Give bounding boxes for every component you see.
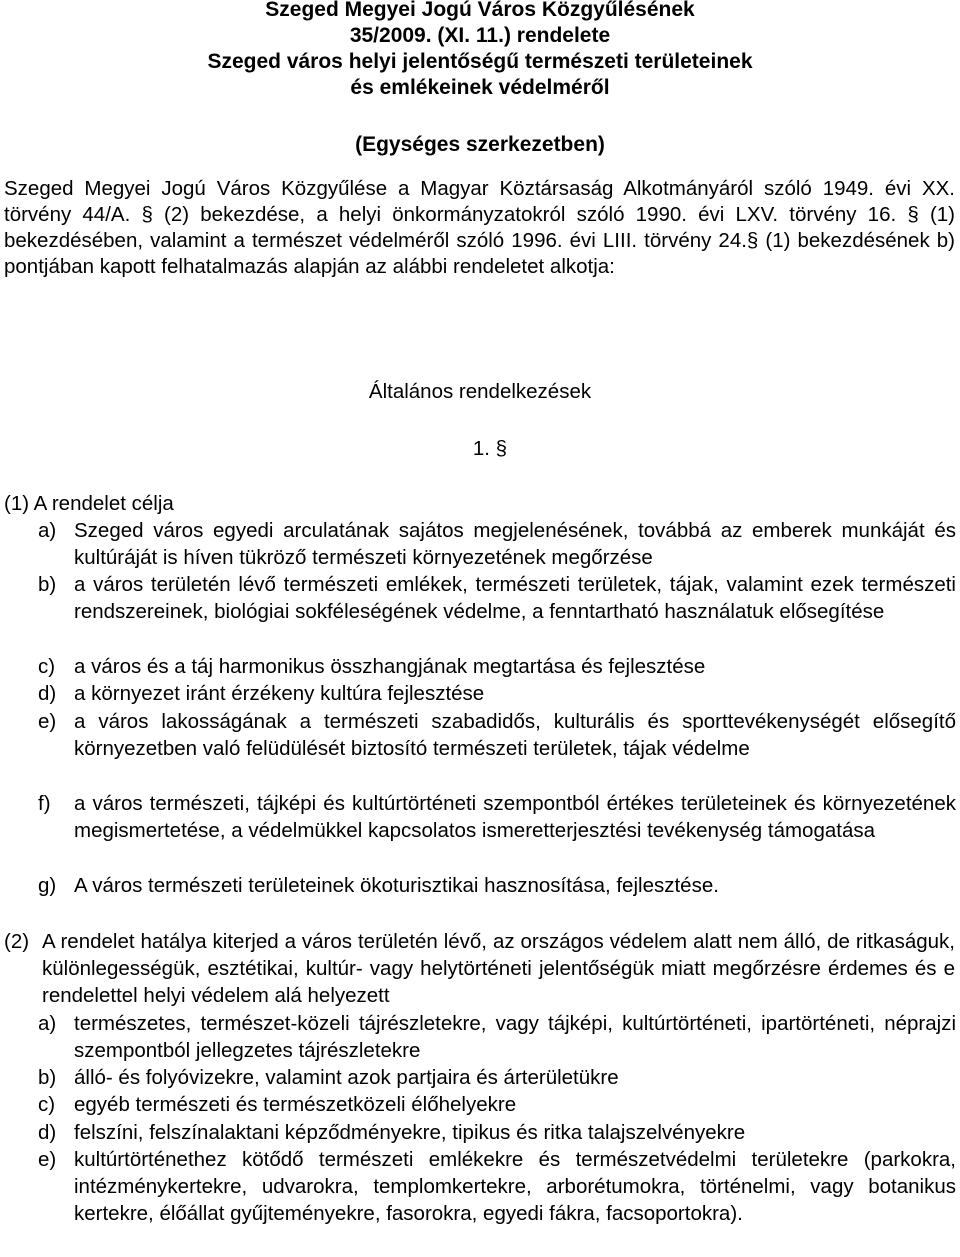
list-item-letter: g)	[38, 874, 57, 897]
list-item	[38, 1010, 956, 1064]
list-item-text: természetes, természet-közeli tájrészletekre, vagy tájképi, kultúrtörténeti, ipartörténeti, néprajzi szempontból jellegzetes tájrészletekre	[74, 1012, 956, 1062]
list-item-text: a város természeti, tájképi és kultúrtörténeti szempontból értékes területeinek és környezetének megismertetése, a védelmükkel kapcsolatos ismeretterjesztési tevékenység támogatása	[74, 792, 956, 842]
list-item-letter: e)	[38, 1148, 57, 1171]
list-item-letter: b)	[38, 1066, 57, 1089]
title-line: 35/2009. (XI. 11.) rendelete	[349, 24, 611, 47]
document-title	[0, 0, 960, 101]
list-item-text: a város lakosságának a természeti szabadidős, kulturális és sporttevékenységét elősegítő környezetben való felüdülését biztosító természeti területek, tájak védelme	[74, 710, 956, 760]
list-item	[38, 1091, 956, 1118]
list-item-letter: c)	[38, 1093, 56, 1116]
list-item-text: a város és a táj harmonikus összhangjának megtartása és fejlesztése	[74, 655, 706, 678]
list-item	[38, 653, 956, 680]
preamble-text: Szeged Megyei Jogú Város Közgyűlése a Magyar Köztársaság Alkotmányáról szóló 1949. évi XX. törvény 44/A. § (2) bekezdése, a helyi önkormányzatokról szóló 1990. évi LXV. törvény 16. § (1) bekezdésében, valamint a természet védelméről szóló 1996. évi LIII. törvény 24.§ (1) bekezdésének b) pontjában kapott felhatalmazás alapján az alábbi rendeletet alkotja:	[4, 177, 955, 278]
paragraph-2-intro	[4, 928, 955, 1009]
list-item-letter: c)	[38, 655, 56, 678]
list-item	[38, 790, 956, 844]
title-line: és emlékeinek védelméről	[350, 76, 610, 99]
list-item	[38, 1064, 956, 1091]
list-item-letter: b)	[38, 573, 57, 596]
list-item-text: egyéb természeti és természetközeli élőhelyekre	[74, 1093, 517, 1116]
list-item	[38, 872, 956, 899]
paragraph-1-intro: (1) A rendelet célja	[4, 492, 174, 515]
list-item-letter: d)	[38, 1121, 57, 1144]
list-item-letter: e)	[38, 710, 57, 733]
list-item-letter: f)	[38, 792, 51, 815]
title-line: Szeged város helyi jelentőségű természeti területeinek	[207, 50, 753, 73]
paragraph-2-text: A rendelet hatálya kiterjed a város területén lévő, az országos védelem alatt nem álló, de ritkaságuk, különlegességük, esztétikai, kultúr- vagy helytörténeti jelentőségük miatt megőrzésre érdemes és e rendelettel helyi védelem alá helyezett	[42, 930, 955, 1007]
list-item-text: a környezet iránt érzékeny kultúra fejlesztése	[74, 682, 485, 705]
section-number: 1. §	[472, 437, 508, 460]
list-item-text: álló- és folyóvizekre, valamint azok partjaira és árterületükre	[74, 1066, 619, 1089]
section-heading: Általános rendelkezések	[368, 380, 592, 403]
list-item	[38, 1119, 956, 1146]
list-item	[38, 1146, 956, 1227]
list-item-text: A város természeti területeinek ökoturisztikai hasznosítása, fejlesztése.	[74, 874, 719, 897]
list-item-letter: a)	[38, 519, 57, 542]
title-line: Szeged Megyei Jogú Város Közgyűlésének	[265, 0, 695, 21]
paragraph-number: (2)	[4, 930, 30, 953]
document-subtitle: (Egységes szerkezetben)	[355, 133, 605, 156]
list-item-text: Szeged város egyedi arculatának sajátos megjelenésének, továbbá az emberek munkáját és kultúráját is híven tükröző természeti környezetének megőrzése	[74, 519, 956, 569]
list-item	[38, 517, 956, 571]
list-item	[38, 708, 956, 762]
list-item-text: kultúrtörténethez kötődő természeti emlékekre és természetvédelmi területekre (parkokra, intézménykertekre, udvarokra, templomkertekre, arborétumokra, történelmi, vagy botanikus kertekre, élőállat gyűjteményekre, fasorokra, egyedi fákra, facsoportokra).	[74, 1148, 956, 1225]
list-item-letter: d)	[38, 682, 57, 705]
list-item	[38, 571, 956, 625]
list-item-letter: a)	[38, 1012, 57, 1035]
list-item-text: felszíni, felszínalaktani képződményekre, tipikus és ritka talajszelvényekre	[74, 1121, 746, 1144]
list-item	[38, 680, 956, 707]
list-item-text: a város területén lévő természeti emlékek, természeti területek, tájak, valamint ezek természeti rendszereinek, biológiai sokféleségének védelme, a fenntartható használatuk elősegítése	[74, 573, 956, 623]
